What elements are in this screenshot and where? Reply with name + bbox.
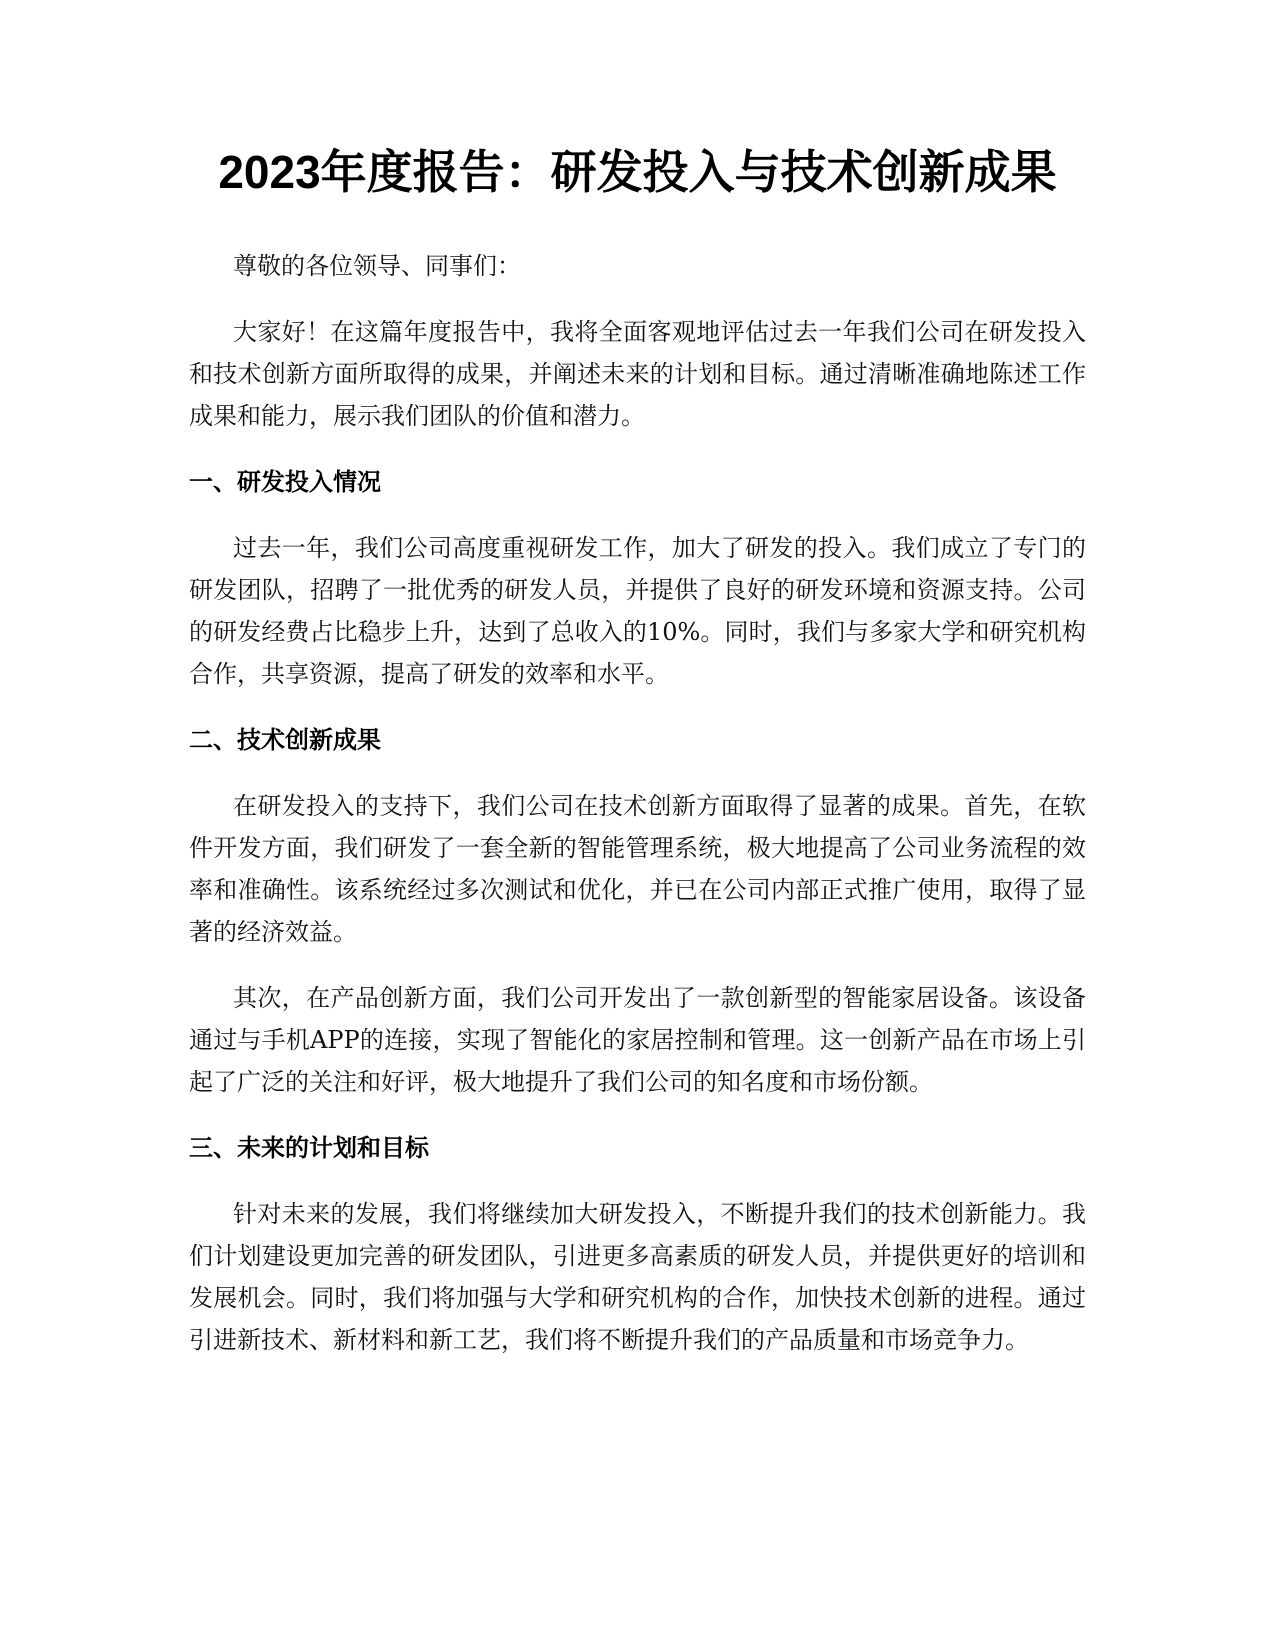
section-paragraph: 过去一年，我们公司高度重视研发工作，加大了研发的投入。我们成立了专门的研发团队，招聘了一批优秀的研发人员，并提供了良好的研发环境和资源支持。公司的研发经费占比稳步上升，达到了总收入的10%。同时，我们与多家大学和研究机构合作，共享资源，提高了研发的效率和水平。: [189, 534, 1086, 688]
greeting: 尊敬的各位领导、同事们：: [233, 252, 521, 280]
section-paragraph: 在研发投入的支持下，我们公司在技术创新方面取得了显著的成果。首先，在软件开发方面，我们研发了一套全新的智能管理系统，极大地提高了公司业务流程的效率和准确性。该系统经过多次测试和优化，并已在公司内部正式推广使用，取得了显著的经济效益。: [189, 792, 1086, 946]
section-heading: 二、技术创新成果: [189, 726, 381, 754]
section-paragraph: 其次，在产品创新方面，我们公司开发出了一款创新型的智能家居设备。该设备通过与手机APP的连接，实现了智能化的家居控制和管理。这一创新产品在市场上引起了广泛的关注和好评，极大地提升了我们公司的知名度和市场份额。: [189, 984, 1086, 1096]
section-paragraph: 针对未来的发展，我们将继续加大研发投入，不断提升我们的技术创新能力。我们计划建设更加完善的研发团队，引进更多高素质的研发人员，并提供更好的培训和发展机会。同时，我们将加强与大学和研究机构的合作，加快技术创新的进程。通过引进新技术、新材料和新工艺，我们将不断提升我们的产品质量和市场竞争力。: [189, 1200, 1086, 1354]
section-heading: 三、未来的计划和目标: [189, 1134, 429, 1162]
section-rd-investment: [189, 461, 1086, 695]
section-heading: 一、研发投入情况: [189, 468, 381, 496]
section-future-plans: [189, 1127, 1086, 1361]
document-title: 2023年度报告：研发投入与技术创新成果: [218, 146, 1057, 198]
document-body: [189, 245, 1086, 1385]
intro-paragraph: 大家好！在这篇年度报告中，我将全面客观地评估过去一年我们公司在研发投入和技术创新方面所取得的成果，并阐述未来的计划和目标。通过清晰准确地陈述工作成果和能力，展示我们团队的价值和潜力。: [189, 318, 1086, 430]
section-innovation-results: [189, 719, 1086, 1103]
